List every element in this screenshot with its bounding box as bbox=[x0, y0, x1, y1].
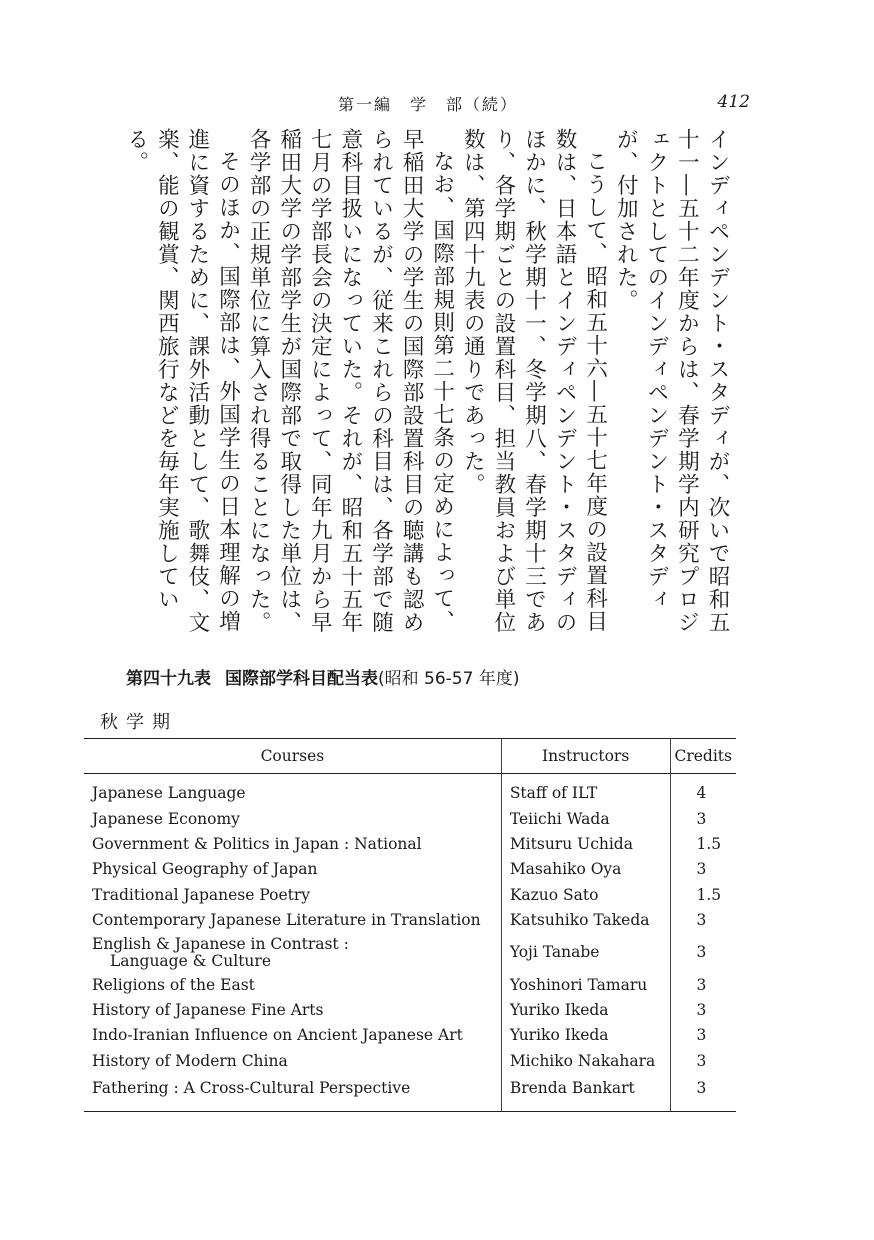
table-row bbox=[84, 774, 736, 808]
column-header-courses: Courses bbox=[84, 739, 501, 774]
course-cell: Japanese Language bbox=[92, 784, 246, 802]
vertical-body-text bbox=[123, 128, 732, 648]
body-paragraph: なお、国際部規則第二十七条の定めによって、早稲田大学の学生の国際部設置科目の聴講も認められているが、従来これらの科目は、各学部で随意科目扱いになっていた。それが、昭和五十五年七月の学部長会の決定によって、同年九月から早稲田大学の学部学生が国際部で取得した単位は、各学部の正規単位に算入され得ることになった。 bbox=[246, 128, 455, 634]
course-cell: Government & Politics in Japan : National bbox=[92, 835, 422, 854]
table-row bbox=[84, 1049, 736, 1074]
term-label: 秋学期 bbox=[100, 712, 178, 733]
instructor-cell: Katsuhiko Takeda bbox=[501, 908, 670, 933]
page-header bbox=[90, 92, 750, 122]
course-cell: History of Japanese Fine Arts bbox=[92, 1001, 324, 1020]
page-number: 412 bbox=[717, 92, 750, 112]
table-years: (昭和 56-57 年度) bbox=[378, 669, 520, 689]
body-paragraph: こうして、昭和五十六―五十七年度の設置科目数は、日本語とインディペンデント・スタディのほかに、秋学期十一、冬学期八、春学期十三であり、各学期ごとの設置科目、担当教員および単位数は、第四十九表の通りであった。 bbox=[460, 128, 608, 634]
credits-cell: 1.5 bbox=[670, 883, 736, 908]
table-row bbox=[84, 883, 736, 908]
table-row bbox=[84, 857, 736, 882]
column-header-credits: Credits bbox=[670, 739, 736, 774]
course-cell: Physical Geography of Japan bbox=[92, 860, 318, 879]
body-paragraph: インディペンデント・スタディが、次いで昭和五十一―五十二年度からは、春学期学内研究プロジェクトとしてのインディペンデント・スタディが、付加された。 bbox=[613, 128, 730, 634]
column-header-instructors: Instructors bbox=[501, 739, 670, 774]
instructor-cell: Mitsuru Uchida bbox=[501, 832, 670, 857]
course-table bbox=[84, 738, 736, 1112]
course-cell: Religions of the East bbox=[92, 976, 255, 995]
instructor-cell: Yuriko Ikeda bbox=[501, 1023, 670, 1048]
course-cell: History of Modern China bbox=[92, 1051, 288, 1070]
credits-cell: 3 bbox=[670, 998, 736, 1023]
course-name-line1: English & Japanese in Contrast : bbox=[92, 934, 349, 953]
credits-cell: 4 bbox=[670, 774, 736, 808]
credits-cell: 3 bbox=[670, 1023, 736, 1048]
instructor-cell: Staff of ILT bbox=[501, 774, 670, 808]
table-row bbox=[84, 933, 736, 973]
credits-cell: 3 bbox=[670, 1074, 736, 1112]
instructor-cell: Yuriko Ikeda bbox=[501, 998, 670, 1023]
course-cell: Contemporary Japanese Literature in Translation bbox=[92, 910, 481, 929]
table-row bbox=[84, 998, 736, 1023]
table-row bbox=[84, 973, 736, 998]
course-cell: Japanese Economy bbox=[92, 810, 240, 829]
instructor-cell: Teiichi Wada bbox=[501, 807, 670, 832]
instructor-cell: Brenda Bankart bbox=[501, 1074, 670, 1112]
table-caption bbox=[126, 664, 519, 689]
course-cell: Indo-Iranian Influence on Ancient Japanese Art bbox=[92, 1026, 463, 1045]
credits-cell: 3 bbox=[670, 807, 736, 832]
instructor-cell: Masahiko Oya bbox=[501, 857, 670, 882]
credits-cell: 3 bbox=[670, 933, 736, 973]
course-cell: Fathering : A Cross-Cultural Perspective bbox=[84, 1074, 501, 1112]
table-row bbox=[84, 1074, 736, 1112]
credits-cell: 3 bbox=[670, 908, 736, 933]
table-number: 第四十九表 bbox=[126, 669, 211, 689]
credits-cell: 1.5 bbox=[670, 832, 736, 857]
body-paragraph: そのほか、国際部は、外国学生の日本理解の増進に資するために、課外活動として、歌舞伎、文楽、能の観賞、関西旅行などを毎年実施している。 bbox=[123, 128, 241, 634]
course-cell bbox=[84, 933, 501, 973]
credits-cell: 3 bbox=[670, 1049, 736, 1074]
table-title: 国際部学科目配当表 bbox=[225, 669, 378, 689]
instructor-cell: Kazuo Sato bbox=[501, 883, 670, 908]
instructor-cell: Yoji Tanabe bbox=[501, 933, 670, 973]
course-name-line2: Language & Culture bbox=[110, 951, 272, 970]
table-row bbox=[84, 807, 736, 832]
instructor-cell: Yoshinori Tamaru bbox=[501, 973, 670, 998]
table-row bbox=[84, 908, 736, 933]
credits-cell: 3 bbox=[670, 973, 736, 998]
course-cell: Traditional Japanese Poetry bbox=[92, 885, 311, 904]
table-header-row bbox=[84, 739, 736, 774]
table-row bbox=[84, 1023, 736, 1048]
running-head: 第一編 学 部（続） bbox=[338, 95, 519, 114]
table-row bbox=[84, 832, 736, 857]
credits-cell: 3 bbox=[670, 857, 736, 882]
instructor-cell: Michiko Nakahara bbox=[501, 1049, 670, 1074]
